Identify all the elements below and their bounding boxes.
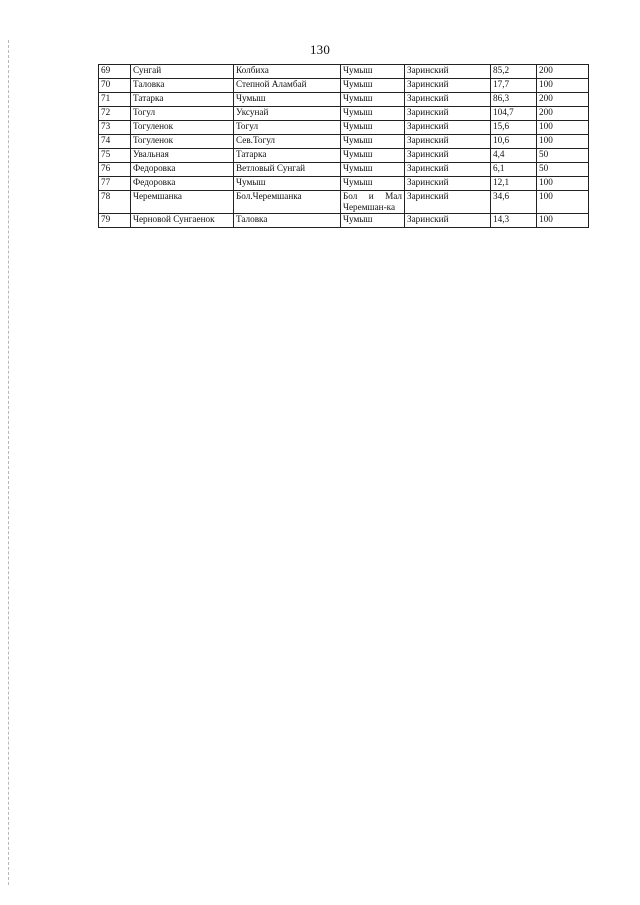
district-cell: Заринский	[405, 65, 491, 79]
river-name-cell: Черемшанка	[131, 191, 234, 214]
zone-width-cell: 200	[537, 107, 589, 121]
mouth-cell: Татарка	[234, 149, 341, 163]
table-row	[99, 177, 589, 191]
row-number-cell: 76	[99, 163, 131, 177]
mouth-cell: Ветловый Сунгай	[234, 163, 341, 177]
row-number-cell: 69	[99, 65, 131, 79]
district-cell: Заринский	[405, 93, 491, 107]
table-row	[99, 93, 589, 107]
zone-width-cell: 100	[537, 191, 589, 214]
district-cell: Заринский	[405, 135, 491, 149]
mouth-cell: Уксунай	[234, 107, 341, 121]
district-cell: Заринский	[405, 163, 491, 177]
basin-cell: Чумыш	[341, 121, 405, 135]
basin-cell: Чумыш	[341, 214, 405, 228]
table-row	[99, 135, 589, 149]
mouth-cell: Таловка	[234, 214, 341, 228]
row-number-cell: 79	[99, 214, 131, 228]
district-cell: Заринский	[405, 79, 491, 93]
mouth-cell: Чумыш	[234, 177, 341, 191]
table-row	[99, 149, 589, 163]
river-name-cell: Федоровка	[131, 163, 234, 177]
length-cell: 15,6	[491, 121, 537, 135]
basin-cell: Чумыш	[341, 149, 405, 163]
zone-width-cell: 100	[537, 214, 589, 228]
basin-cell: Чумыш	[341, 135, 405, 149]
river-name-cell: Тогуленок	[131, 121, 234, 135]
rivers-table	[98, 64, 589, 228]
row-number-cell: 73	[99, 121, 131, 135]
district-cell: Заринский	[405, 191, 491, 214]
zone-width-cell: 50	[537, 163, 589, 177]
table-row	[99, 107, 589, 121]
table-row	[99, 65, 589, 79]
river-name-cell: Тогуленок	[131, 135, 234, 149]
length-cell: 34,6	[491, 191, 537, 214]
district-cell: Заринский	[405, 121, 491, 135]
table-row	[99, 191, 589, 214]
length-cell: 85,2	[491, 65, 537, 79]
zone-width-cell: 100	[537, 177, 589, 191]
zone-width-cell: 100	[537, 79, 589, 93]
district-cell: Заринский	[405, 177, 491, 191]
mouth-cell: Тогул	[234, 121, 341, 135]
zone-width-cell: 100	[537, 135, 589, 149]
district-cell: Заринский	[405, 107, 491, 121]
basin-cell: Чумыш	[341, 177, 405, 191]
length-cell: 4,4	[491, 149, 537, 163]
length-cell: 104,7	[491, 107, 537, 121]
zone-width-cell: 200	[537, 65, 589, 79]
mouth-cell: Бол.Черемшанка	[234, 191, 341, 214]
length-cell: 12,1	[491, 177, 537, 191]
length-cell: 10,6	[491, 135, 537, 149]
row-number-cell: 75	[99, 149, 131, 163]
length-cell: 17,7	[491, 79, 537, 93]
page-number: 130	[309, 42, 331, 57]
basin-cell: Чумыш	[341, 107, 405, 121]
river-name-cell: Федоровка	[131, 177, 234, 191]
basin-cell: Чумыш	[341, 65, 405, 79]
row-number-cell: 77	[99, 177, 131, 191]
table-body	[99, 65, 589, 228]
river-name-cell: Таловка	[131, 79, 234, 93]
mouth-cell: Степной Аламбай	[234, 79, 341, 93]
mouth-cell: Колбиха	[234, 65, 341, 79]
river-name-cell: Черновой Сунгаенок	[131, 214, 234, 228]
district-cell: Заринский	[405, 149, 491, 163]
basin-cell: Чумыш	[341, 79, 405, 93]
row-number-cell: 78	[99, 191, 131, 214]
table-row	[99, 79, 589, 93]
mouth-cell: Чумыш	[234, 93, 341, 107]
district-cell: Заринский	[405, 214, 491, 228]
river-name-cell: Татарка	[131, 93, 234, 107]
mouth-cell: Сев.Тогул	[234, 135, 341, 149]
river-name-cell: Увальная	[131, 149, 234, 163]
basin-cell: Чумыш	[341, 93, 405, 107]
zone-width-cell: 100	[537, 121, 589, 135]
river-name-cell: Сунгай	[131, 65, 234, 79]
scan-edge-line	[8, 40, 10, 885]
length-cell: 14,3	[491, 214, 537, 228]
table-row	[99, 163, 589, 177]
length-cell: 86,3	[491, 93, 537, 107]
basin-cell: Бол и Мал Черемшан-ка	[341, 191, 405, 214]
zone-width-cell: 200	[537, 93, 589, 107]
row-number-cell: 70	[99, 79, 131, 93]
river-name-cell: Тогул	[131, 107, 234, 121]
length-cell: 6,1	[491, 163, 537, 177]
table-row	[99, 121, 589, 135]
basin-cell: Чумыш	[341, 163, 405, 177]
row-number-cell: 71	[99, 93, 131, 107]
row-number-cell: 72	[99, 107, 131, 121]
row-number-cell: 74	[99, 135, 131, 149]
zone-width-cell: 50	[537, 149, 589, 163]
table-row	[99, 214, 589, 228]
